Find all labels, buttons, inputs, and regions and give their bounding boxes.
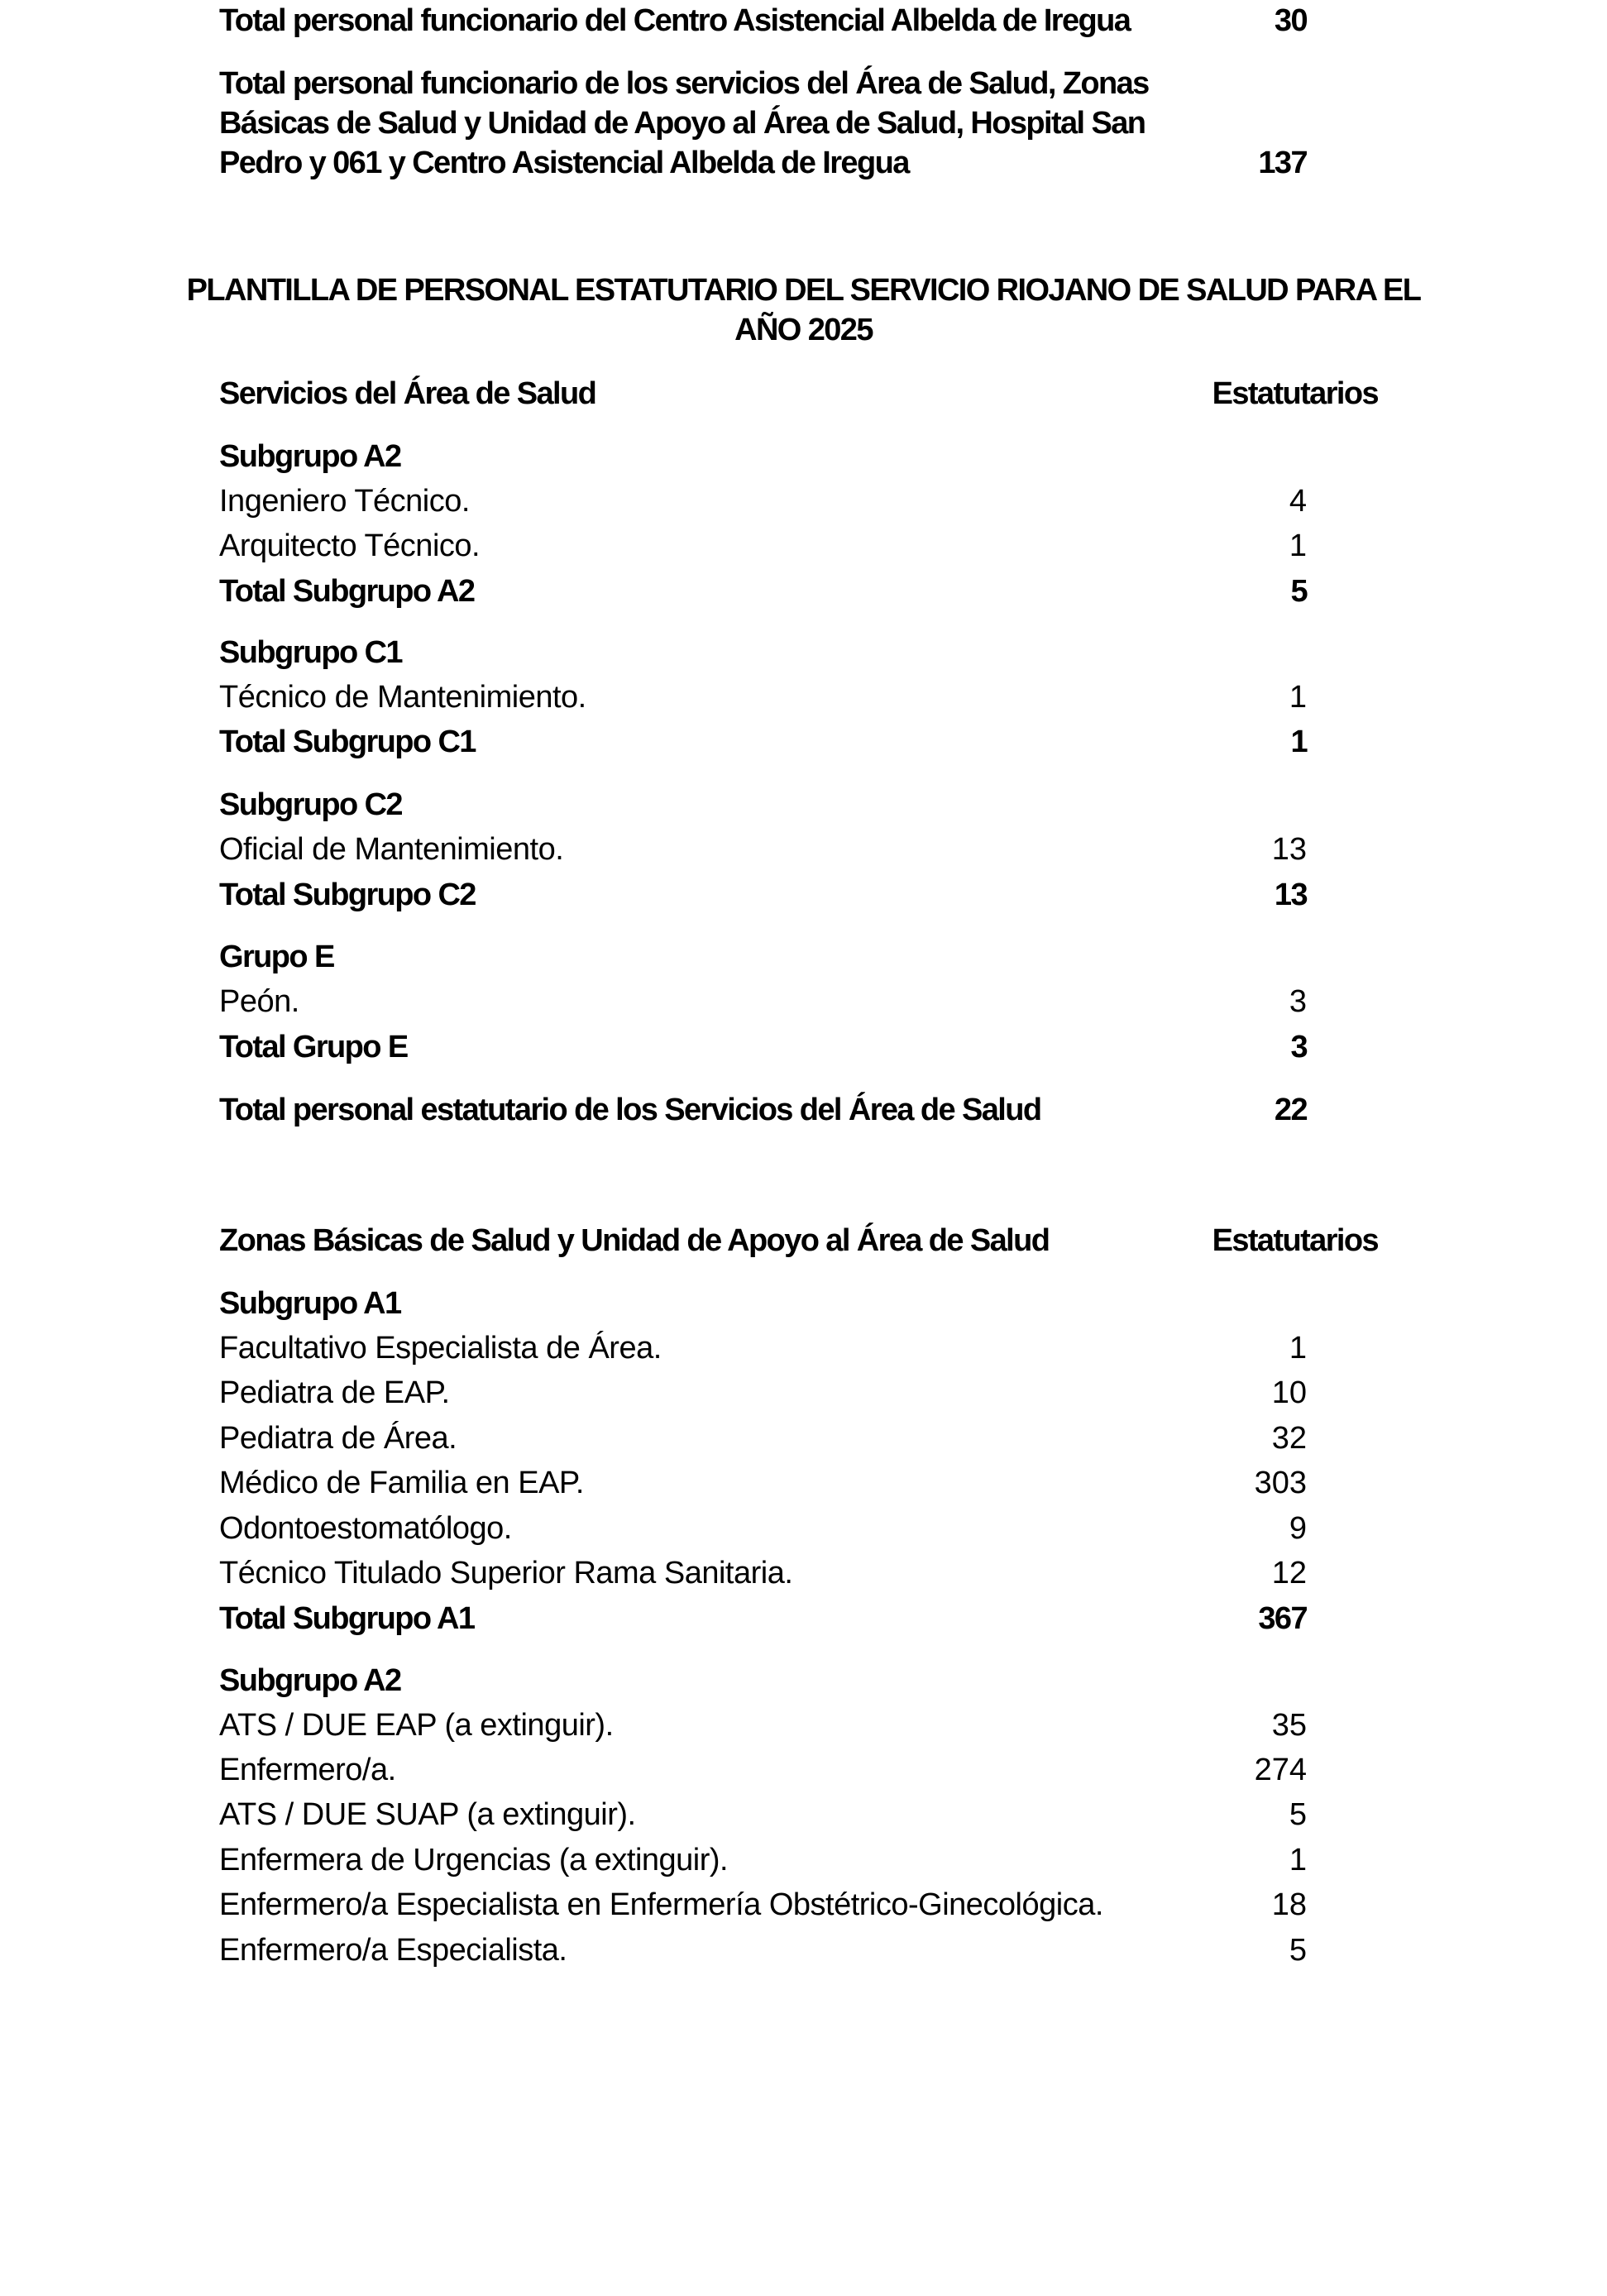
plantilla-title-line2: AÑO 2025 — [734, 313, 873, 347]
section2-item-value: 12 — [1271, 1556, 1307, 1590]
section2-item-value: 303 — [1254, 1466, 1307, 1500]
section1-item-label: Oficial de Mantenimiento. — [219, 832, 564, 867]
section1-heading: Servicios del Área de Salud — [219, 376, 596, 411]
section2-item-label: Pediatra de Área. — [219, 1421, 457, 1456]
section1-group-c2-total-value: 13 — [1274, 878, 1307, 912]
section1-item-label: Arquitecto Técnico. — [219, 529, 481, 563]
section2-heading: Zonas Básicas de Salud y Unidad de Apoyo al Área de Salud — [219, 1223, 1050, 1258]
section2-item-label: Enfermero/a Especialista. — [219, 1933, 567, 1968]
section2-item-value: 274 — [1254, 1753, 1307, 1787]
section1-item-label: Técnico de Mantenimiento. — [219, 680, 586, 715]
total-funcionario-servicios-label-line3: Pedro y 061 y Centro Asistencial Albelda de Iregua — [219, 146, 909, 180]
section2-item-value: 5 — [1289, 1933, 1307, 1968]
total-funcionario-servicios-value: 137 — [1258, 146, 1307, 180]
section1-group-c1-total-value: 1 — [1290, 725, 1307, 759]
section2-item-value: 35 — [1271, 1708, 1307, 1743]
section1-item-value: 3 — [1289, 984, 1307, 1019]
section2-item-value: 18 — [1271, 1887, 1307, 1922]
section2-item-label: Técnico Titulado Superior Rama Sanitaria. — [219, 1556, 793, 1590]
section2-item-label: ATS / DUE SUAP (a extinguir). — [219, 1797, 636, 1832]
section2-item-label: Pediatra de EAP. — [219, 1375, 450, 1410]
section2-item-label: Enfermero/a Especialista en Enfermería Obstétrico-Ginecológica. — [219, 1887, 1103, 1922]
section1-item-value: 1 — [1289, 680, 1307, 715]
section1-group-e-total-value: 3 — [1290, 1030, 1307, 1064]
section1-group-a2-total-value: 5 — [1290, 574, 1307, 609]
section2-item-value: 5 — [1289, 1797, 1307, 1832]
section1-item-value: 4 — [1289, 484, 1307, 519]
section1-grand-total-value: 22 — [1274, 1093, 1307, 1127]
section2-item-label: Odontoestomatólogo. — [219, 1511, 512, 1546]
section2-item-label: Médico de Familia en EAP. — [219, 1466, 584, 1500]
section2-item-value: 32 — [1271, 1421, 1307, 1456]
section1-group-a2-title: Subgrupo A2 — [219, 439, 401, 474]
section2-item-label: Enfermero/a. — [219, 1753, 396, 1787]
section1-group-c2-total-label: Total Subgrupo C2 — [219, 878, 476, 912]
section2-group-a1-total-label: Total Subgrupo A1 — [219, 1601, 475, 1636]
section1-group-e-title: Grupo E — [219, 940, 334, 974]
plantilla-title-line1: PLANTILLA DE PERSONAL ESTATUTARIO DEL SERVICIO RIOJANO DE SALUD PARA EL — [186, 273, 1421, 308]
section2-item-value: 9 — [1289, 1511, 1307, 1546]
section2-item-label: Enfermera de Urgencias (a extinguir). — [219, 1843, 729, 1877]
section1-group-c1-title: Subgrupo C1 — [219, 635, 402, 670]
section1-group-c1-total-label: Total Subgrupo C1 — [219, 725, 476, 759]
total-funcionario-servicios-label-line2: Básicas de Salud y Unidad de Apoyo al Área de Salud, Hospital San — [219, 106, 1145, 141]
total-funcionario-albelda-value: 30 — [1274, 3, 1307, 38]
section2-item-label: ATS / DUE EAP (a extinguir). — [219, 1708, 614, 1743]
section1-item-value: 13 — [1271, 832, 1307, 867]
section1-group-a2-total-label: Total Subgrupo A2 — [219, 574, 475, 609]
section2-item-value: 10 — [1271, 1375, 1307, 1410]
section2-group-a2-title: Subgrupo A2 — [219, 1663, 401, 1698]
section2-item-label: Facultativo Especialista de Área. — [219, 1331, 662, 1366]
section1-item-label: Peón. — [219, 984, 299, 1019]
section2-item-value: 1 — [1289, 1331, 1307, 1366]
total-funcionario-albelda-label: Total personal funcionario del Centro Asistencial Albelda de Iregua — [219, 3, 1131, 38]
section1-group-c2-title: Subgrupo C2 — [219, 787, 402, 822]
section2-group-a1-title: Subgrupo A1 — [219, 1286, 401, 1321]
section1-column-heading: Estatutarios — [1212, 376, 1378, 411]
section1-item-label: Ingeniero Técnico. — [219, 484, 470, 519]
section1-item-value: 1 — [1289, 529, 1307, 563]
total-funcionario-servicios-label-line1: Total personal funcionario de los servicios del Área de Salud, Zonas — [219, 66, 1149, 101]
section1-group-e-total-label: Total Grupo E — [219, 1030, 408, 1064]
section1-grand-total-label: Total personal estatutario de los Servicios del Área de Salud — [219, 1093, 1041, 1127]
section2-item-value: 1 — [1289, 1843, 1307, 1877]
section2-group-a1-total-value: 367 — [1258, 1601, 1307, 1636]
section2-column-heading: Estatutarios — [1212, 1223, 1378, 1258]
